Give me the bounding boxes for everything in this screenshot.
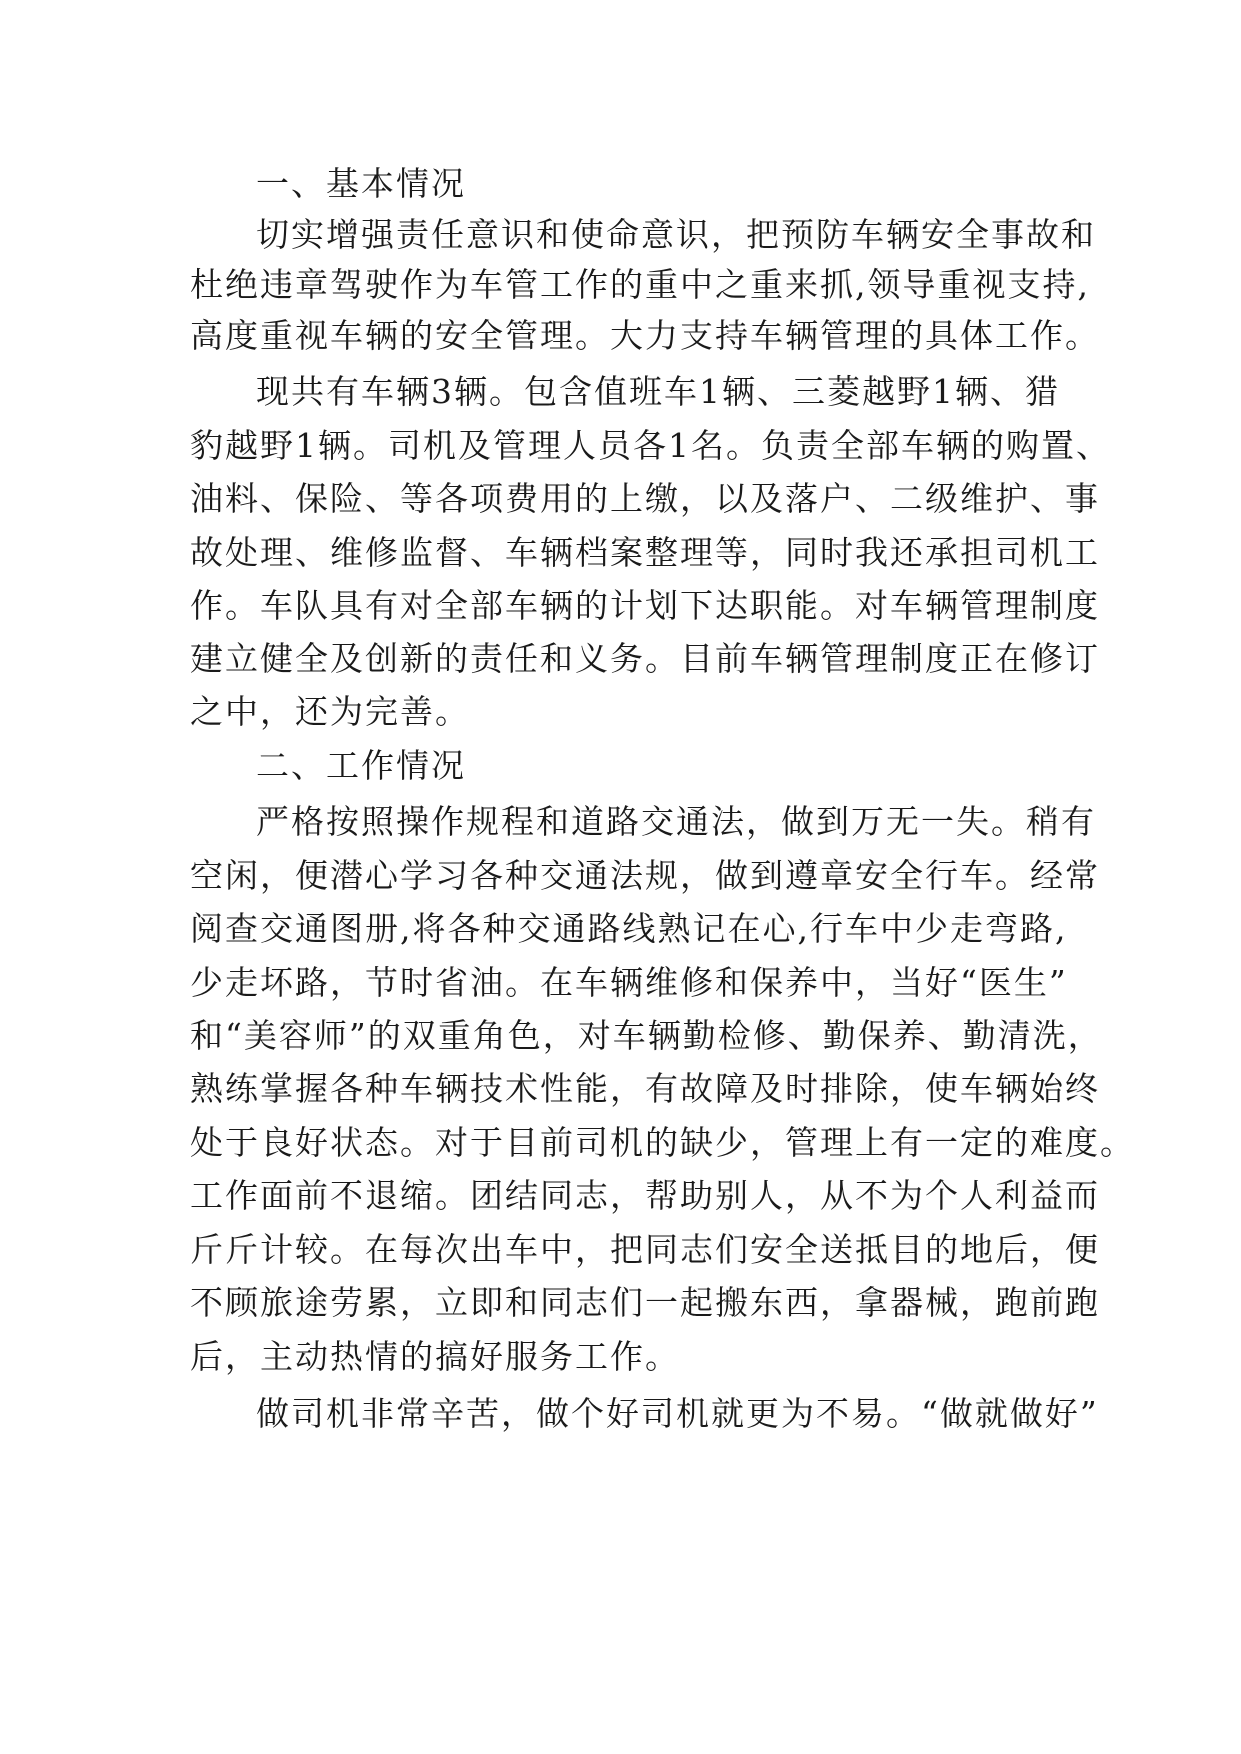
paragraph-line: 工作面前不退缩。团结同志，帮助别人，从不为个人利益而 — [190, 1176, 1100, 1215]
paragraph-line: 高度重视车辆的安全管理。大力支持车辆管理的具体工作。 — [190, 316, 1100, 355]
paragraph-line: 杜绝违章驾驶作为车管工作的重中之重来抓,领导重视支持, — [190, 265, 1090, 304]
paragraph-line: 建立健全及创新的责任和义务。目前车辆管理制度正在修订 — [190, 639, 1100, 678]
section-heading-basic: 一、基本情况 — [256, 164, 466, 203]
paragraph-line: 切实增强责任意识和使命意识，把预防车辆安全事故和 — [256, 215, 1096, 254]
paragraph-line: 阅查交通图册,将各种交通路线熟记在心,行车中少走弯路, — [190, 909, 1068, 948]
paragraph-line: 做司机非常辛苦，做个好司机就更为不易。“做就做好” — [256, 1394, 1099, 1433]
section-heading-work: 二、工作情况 — [256, 746, 466, 785]
paragraph-line: 斤斤计较。在每次出车中，把同志们安全送抵目的地后，便 — [190, 1230, 1100, 1269]
paragraph-line: 油料、保险、等各项费用的上缴，以及落户、二级维护、事 — [190, 479, 1100, 518]
paragraph-line: 熟练掌握各种车辆技术性能，有故障及时排除，使车辆始终 — [190, 1069, 1100, 1108]
paragraph-line: 故处理、维修监督、车辆档案整理等，同时我还承担司机工 — [190, 533, 1100, 572]
paragraph-line: 严格按照操作规程和道路交通法，做到万无一失。稍有 — [256, 802, 1096, 841]
paragraph-line: 现共有车辆3辆。包含值班车1辆、三菱越野1辆、猎 — [256, 372, 1060, 411]
paragraph-line: 和“美容师”的双重角色，对车辆勤检修、勤保养、勤清洗， — [190, 1016, 1103, 1055]
paragraph-line: 之中，还为完善。 — [190, 692, 470, 731]
paragraph-line: 不顾旅途劳累，立即和同志们一起搬东西，拿器械，跑前跑 — [190, 1283, 1100, 1322]
paragraph-line: 少走坏路，节时省油。在车辆维修和保养中，当好“医生” — [190, 963, 1068, 1002]
paragraph-line: 作。车队具有对全部车辆的计划下达职能。对车辆管理制度 — [190, 586, 1100, 625]
paragraph-line: 空闲，便潜心学习各种交通法规，做到遵章安全行车。经常 — [190, 856, 1100, 895]
paragraph-line: 豹越野1辆。司机及管理人员各1名。负责全部车辆的购置、 — [190, 426, 1111, 465]
paragraph-line: 后，主动热情的搞好服务工作。 — [190, 1337, 680, 1376]
paragraph-line: 处于良好状态。对于目前司机的缺少，管理上有一定的难度。 — [190, 1123, 1135, 1162]
